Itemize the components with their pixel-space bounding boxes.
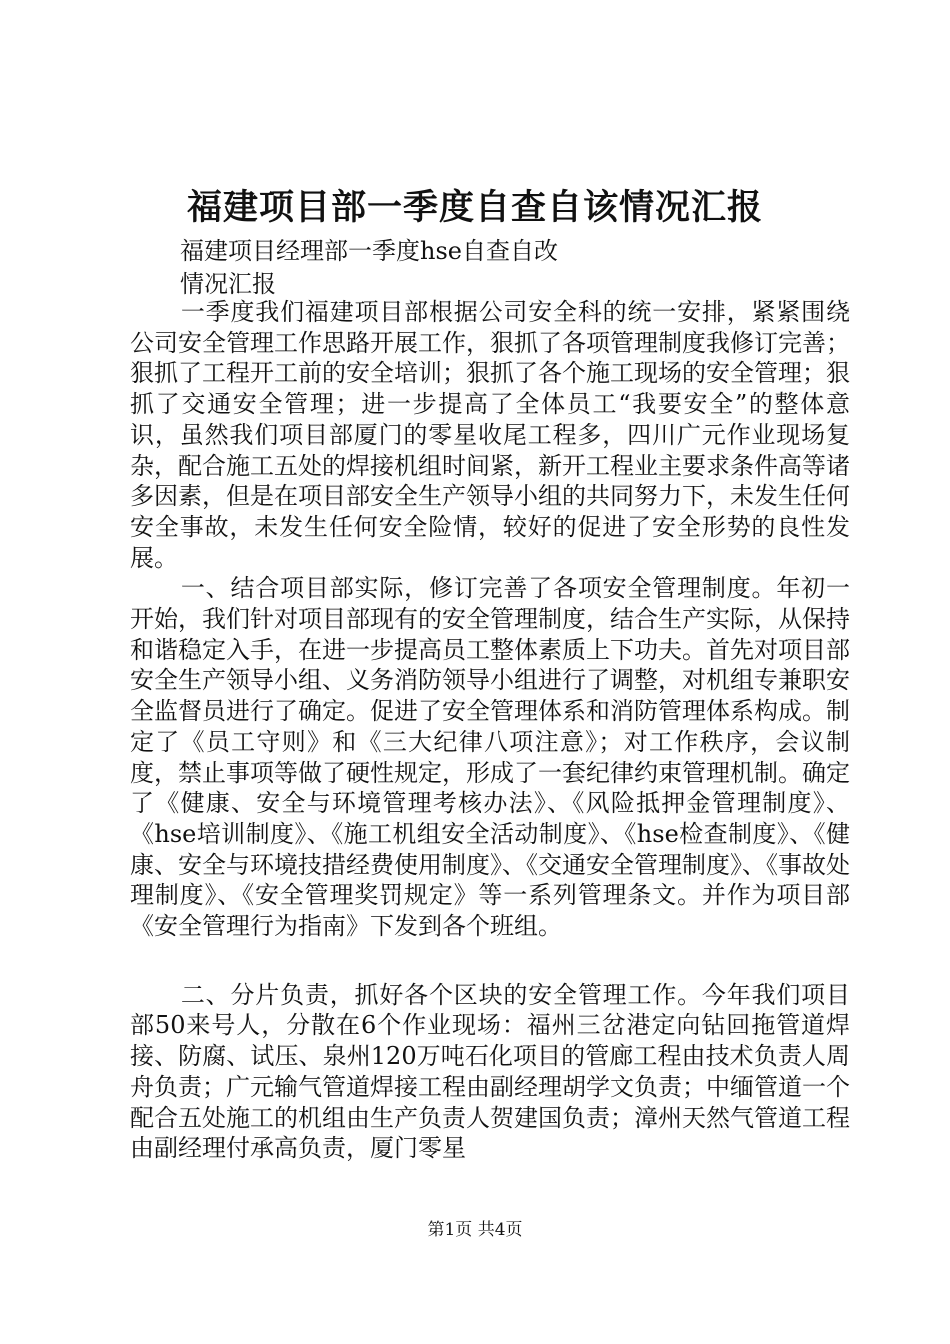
paragraph-section-2-text: 二、分片负责，抓好各个区块的安全管理工作。今年我们项目部50来号人，分散在6个作业现场：福州三岔港定向钻回拖管道焊接、防腐、试压、泉州120万吨石化项目的管廊工程由技术负责人周舟负责；广元输气管道焊接工程由副经理胡学文负责；中缅管道一个配合五处施工的机组由生产负责人贺建国负责；漳州天然气管道工程由副经理付承高负责，厦门零星: [130, 980, 850, 1163]
paragraph-intro-text: 一季度我们福建项目部根据公司安全科的统一安排，紧紧围绕公司安全管理工作思路开展工作，狠抓了各项管理制度我修订完善；狠抓了工程开工前的安全培训；狠抓了各个施工现场的安全管理；狠抓了交通安全管理；进一步提高了全体员工“我要安全”的整体意识，虽然我们项目部厦门的零星收尾工程多，四川广元作业现场复杂，配合施工五处的焊接机组时间紧，新开工程业主要求条件高等诸多因素，但是在项目部安全生产领导小组的共同努力下，未发生任何安全事故，未发生任何安全险情，较好的促进了安全形势的良性发展。: [130, 298, 850, 572]
paragraph-section-2: [130, 980, 850, 1164]
document-body: [130, 297, 850, 1164]
paragraph-intro: [130, 297, 850, 573]
subtitle-line-2: 情况汇报: [180, 270, 276, 298]
document-title: 福建项目部一季度自查自该情况汇报: [186, 187, 763, 228]
paragraph-section-1: [130, 573, 850, 941]
paragraph-spacer: [130, 942, 850, 980]
paragraph-section-1-text: 一、结合项目部实际，修订完善了各项安全管理制度。年初一开始，我们针对项目部现有的安全管理制度，结合生产实际，从保持和谐稳定入手，在进一步提高员工整体素质上下功夫。首先对项目部安全生产领导小组、义务消防领导小组进行了调整，对机组专兼职安全监督员进行了确定。促进了安全管理体系和消防管理体系构成。制定了《员工守则》和《三大纪律八项注意》；对工作秩序，会议制度，禁止事项等做了硬性规定，形成了一套纪律约束管理机制。确定了《健康、安全与环境管理考核办法》、《风险抵押金管理制度》、《hse培训制度》、《施工机组安全活动制度》、《hse检查制度》、《健康、安全与环境技措经费使用制度》、《交通安全管理制度》、《事故处理制度》、《安全管理奖罚规定》等一系列管理条文。并作为项目部《安全管理行为指南》下发到各个班组。: [130, 574, 850, 941]
subtitle-line-1: 福建项目经理部一季度hse自查自改: [180, 237, 558, 265]
page-footer: 第1页 共4页: [427, 1220, 523, 1240]
